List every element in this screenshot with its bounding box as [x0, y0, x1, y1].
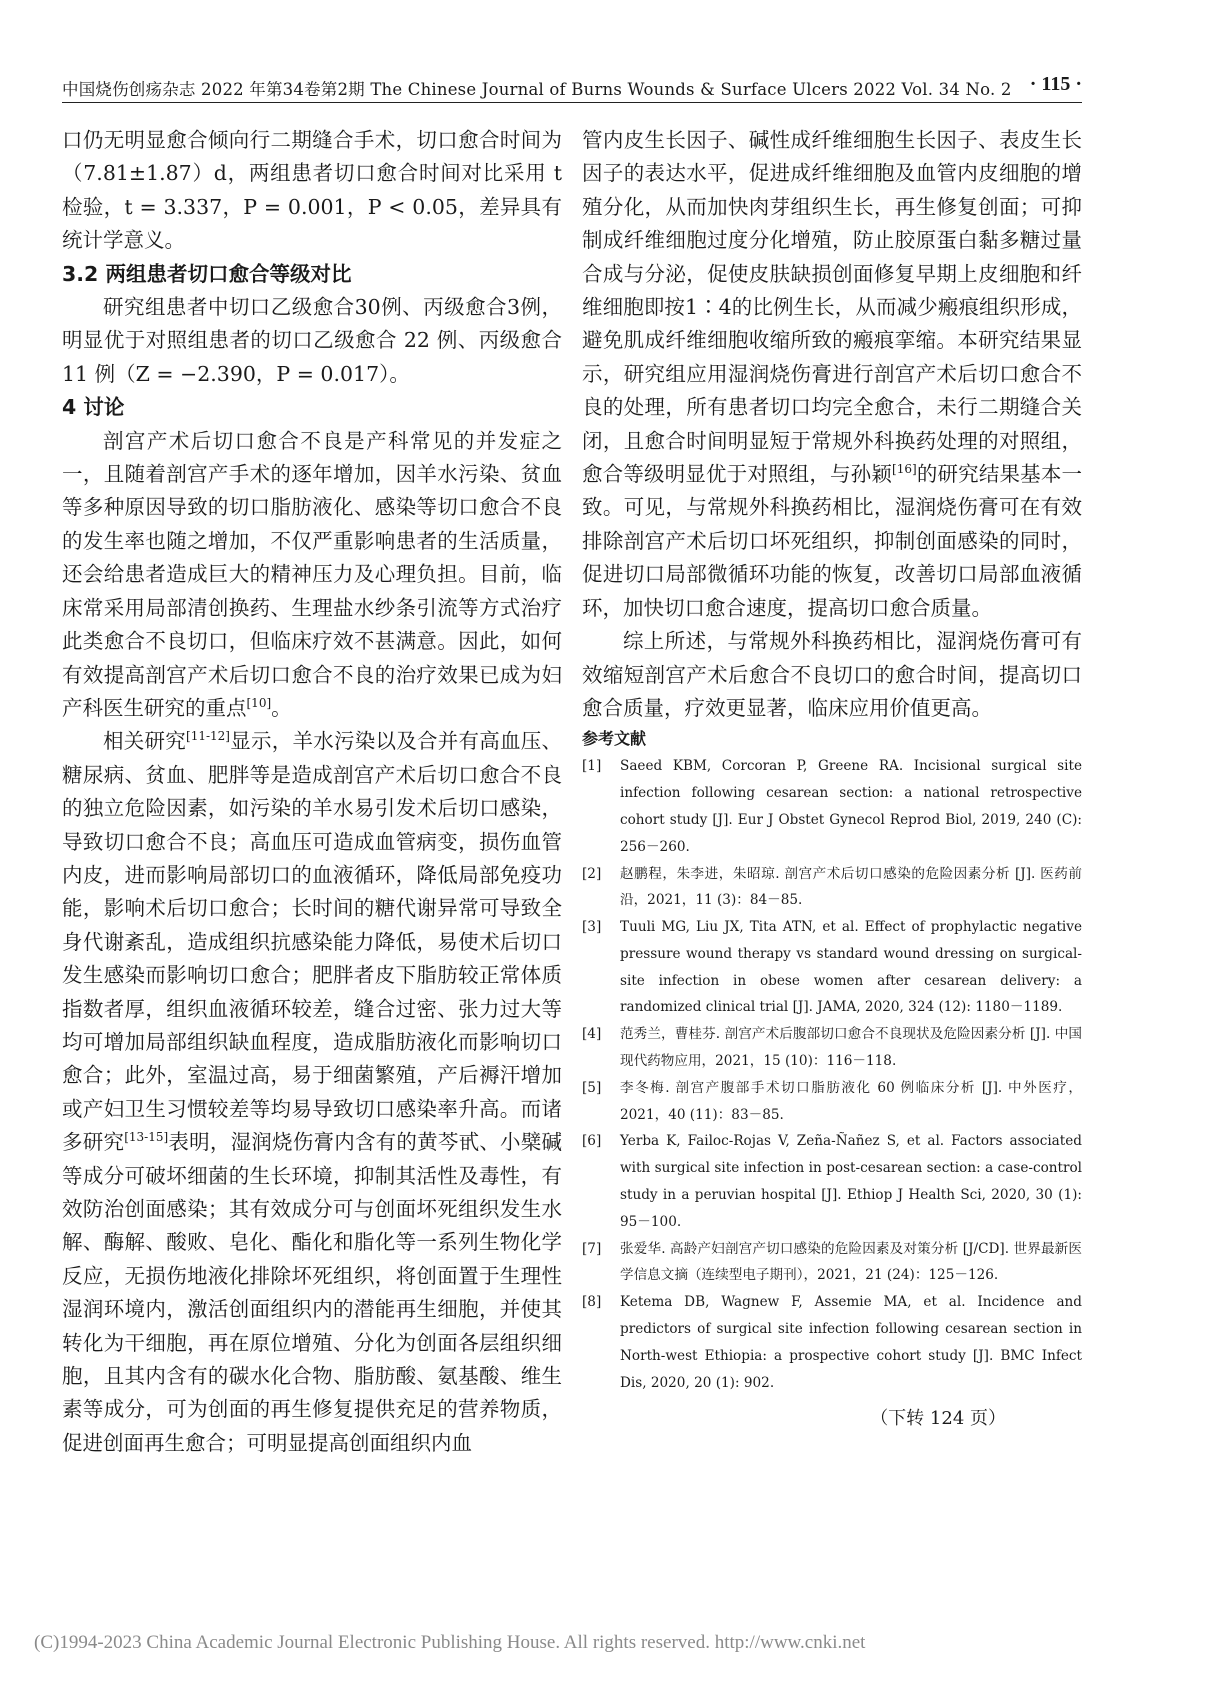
- reference-item: [582, 861, 1082, 915]
- reference-text: Yerba K, Failoc-Rojas V, Zeña-Ñañez S, et al. Factors associated with surgical site infection in post-cesarean section: a case-control study in a peruvian hospital [J]. Ethiop J Health Sci, 2020, 30 (1): 95－100.: [620, 1133, 1082, 1230]
- right-column: [582, 124, 1082, 1434]
- discussion-text-end: 的研究结果基本一致。可见，与常规外科换药相比，湿润烧伤膏可在有效排除剖宫产术后切口坏死组织，抑制创面感染的同时，促进切口局部微循环功能的恢复，改善切口局部血液循环，加快切口愈合速度，提高切口愈合质量。: [582, 462, 1083, 620]
- discussion-text-a: 相关研究: [103, 729, 187, 754]
- discussion-text: 剖宫产术后切口愈合不良是产科常见的并发症之一，且随着剖宫产手术的逐年增加，因羊水污染、贫血等多种原因导致的切口脂肪液化、感染等切口愈合不良的发生率也随之增加，不仅严重影响患者的生活质量，还会给患者造成巨大的精神压力及心理负担。目前，临床常采用局部清创换药、生理盐水纱条引流等方式治疗此类愈合不良切口，但临床疗效不甚满意。因此，如何有效提高剖宫产术后切口愈合不良的治疗效果已成为妇产科医生研究的重点: [62, 428, 562, 720]
- reference-item: [582, 753, 1082, 860]
- references-heading: 参考文献: [582, 729, 647, 749]
- reference-item: [582, 1128, 1082, 1235]
- reference-number: [6]: [582, 1133, 602, 1150]
- section-heading-discussion: 4 讨论: [62, 395, 125, 420]
- discussion-text: 管内皮生长因子、碱性成纤维细胞生长因子、表皮生长因子的表达水平，促进成纤维细胞及血管内皮细胞的增殖分化，从而加快肉芽组织生长，再生修复创面；可抑制成纤维细胞过度分化增殖，防止胶原蛋白黏多糖过量合成与分泌，促使皮肤缺损创面修复早期上皮细胞和纤维细胞即按1∶4的比例生长，从而减少瘢痕组织形成，避免肌成纤维细胞收缩所致的瘢痕挛缩。本研究结果显示，研究组应用湿润烧伤膏进行剖宫产术后切口愈合不良的处理，所有患者切口均完全愈合，未行二期缝合关闭，且愈合时间明显短于常规外科换药处理的对照组，愈合等级明显优于对照组，与孙颖: [582, 128, 1082, 487]
- running-header: [62, 72, 1082, 103]
- conclusion-paragraph: 综上所述，与常规外科换药相比，湿润烧伤膏可有效缩短剖宫产术后愈合不良切口的愈合时间，提高切口愈合质量，疗效更显著，临床应用价值更高。: [582, 629, 1082, 720]
- discussion-text-b: 显示，羊水污染以及合并有高血压、糖尿病、贫血、肥胖等是造成剖宫产术后切口愈合不良的独立危险因素，如污染的羊水易引发术后切口感染，导致切口愈合不良；高血压可造成血管病变，损伤血管内皮，进而影响局部切口的血液循环，降低局部免疫功能，影响术后切口愈合；长时间的糖代谢异常可导致全身代谢紊乱，造成组织抗感染能力降低，易使术后切口发生感染而影响切口愈合；肥胖者皮下脂肪较正常体质指数者厚，组织血液循环较差，缝合过密、张力过大等均可增加局部组织缺血程度，造成脂肪液化而影响切口愈合；此外，室温过高，易于细菌繁殖，产后褥汗增加或产妇卫生习惯较差等均易导致切口感染率升高。而诸多研究: [62, 729, 563, 1155]
- reference-item: [582, 1236, 1082, 1290]
- copyright-footer: (C)1994-2023 China Academic Journal Electronic Publishing House. All rights reserved. http://www.cnki.net: [34, 1632, 866, 1653]
- reference-text: 赵鹏程，朱李进，朱昭琼. 剖宫产术后切口感染的危险因素分析 [J]. 医药前沿，2021，11 (3)：84－85.: [620, 865, 1082, 909]
- discussion-paragraph-1: [62, 425, 562, 726]
- reference-number: [3]: [582, 919, 602, 936]
- discussion-continued-paragraph: [582, 124, 1082, 625]
- reference-number: [5]: [582, 1079, 602, 1096]
- discussion-paragraph-2: [62, 725, 562, 1460]
- citation[interactable]: [16]: [892, 462, 917, 477]
- journal-title: 中国烧伤创疡杂志 2022 年第34卷第2期 The Chinese Journal of Burns Wounds & Surface Ulcers 2022 Vol. 34 No. 2: [62, 80, 1012, 99]
- reference-item: [582, 1289, 1082, 1396]
- reference-number: [8]: [582, 1294, 602, 1311]
- reference-text: 范秀兰，曹桂芬. 剖宫产术后腹部切口愈合不良现状及危险因素分析 [J]. 中国现代药物应用，2021，15 (10)：116－118.: [620, 1026, 1082, 1070]
- reference-text: Tuuli MG, Liu JX, Tita ATN, et al. Effect of prophylactic negative pressure wound therapy vs standard wound dressing on surgical-site infection in obese women after cesarean delivery: a randomized clinical trial [J]. JAMA, 2020, 324 (12): 1180－1189.: [620, 919, 1082, 1016]
- reference-number: [4]: [582, 1026, 602, 1043]
- citation[interactable]: [13-15]: [124, 1130, 169, 1145]
- reference-number: [2]: [582, 865, 602, 882]
- left-column: [62, 124, 562, 1460]
- citation[interactable]: [11-12]: [186, 729, 230, 744]
- discussion-text-end: 。: [271, 695, 292, 720]
- reference-number: [1]: [582, 758, 602, 775]
- reference-text: 张爱华. 高龄产妇剖宫产切口感染的危险因素及对策分析 [J/CD]. 世界最新医学信息文摘（连续型电子期刊），2021，21 (24)：125－126.: [620, 1240, 1082, 1284]
- reference-item: [582, 914, 1082, 1021]
- citation[interactable]: [10]: [246, 696, 272, 711]
- page-number: · 115 ·: [1029, 73, 1082, 95]
- reference-item: [582, 1021, 1082, 1075]
- section-heading-3-2: 3.2 两组患者切口愈合等级对比: [62, 261, 352, 286]
- reference-text: Saeed KBM, Corcoran P, Greene RA. Incisional surgical site infection following cesarean section: a national retrospective cohort study [J]. Eur J Obstet Gynecol Reprod Biol, 2019, 240 (C): 256－260.: [620, 758, 1082, 855]
- continued-note: （下转 124 页）: [870, 1408, 1006, 1430]
- results-grade-paragraph: 研究组患者中切口乙级愈合30例、丙级愈合3例，明显优于对照组患者的切口乙级愈合 22 例、丙级愈合 11 例（Z = −2.390，P = 0.017）。: [62, 295, 562, 386]
- reference-text: 李冬梅. 剖宫产腹部手术切口脂肪液化 60 例临床分析 [J]. 中外医疗，2021，40 (11)：83－85.: [620, 1079, 1082, 1123]
- results-paragraph: 口仍无明显愈合倾向行二期缝合手术，切口愈合时间为（7.81±1.87）d，两组患者切口愈合时间对比采用 t 检验，t = 3.337，P = 0.001，P < 0.05，差异具有统计学意义。: [62, 128, 562, 253]
- reference-text: Ketema DB, Wagnew F, Assemie MA, et al. Incidence and predictors of surgical site infection following cesarean section in North-west Ethiopia: a prospective cohort study [J]. BMC Infect Dis, 2020, 20 (1): 902.: [620, 1294, 1082, 1391]
- reference-item: [582, 1075, 1082, 1129]
- reference-list: [582, 753, 1082, 1396]
- discussion-text-c: 表明，湿润烧伤膏内含有的黄芩甙、小檗碱等成分可破坏细菌的生长环境，抑制其活性及毒性，有效防治创面感染；其有效成分可与创面坏死组织发生水解、酶解、酸败、皂化、酯化和脂化等一系列生物化学反应，无损伤地液化排除坏死组织，将创面置于生理性湿润环境内，激活创面组织内的潜能再生细胞，并使其转化为干细胞，再在原位增殖、分化为创面各层组织细胞，且其内含有的碳水化合物、脂肪酸、氨基酸、维生素等成分，可为创面的再生修复提供充足的营养物质，促进创面再生愈合；可明显提高创面组织内血: [62, 1130, 563, 1455]
- reference-number: [7]: [582, 1240, 602, 1257]
